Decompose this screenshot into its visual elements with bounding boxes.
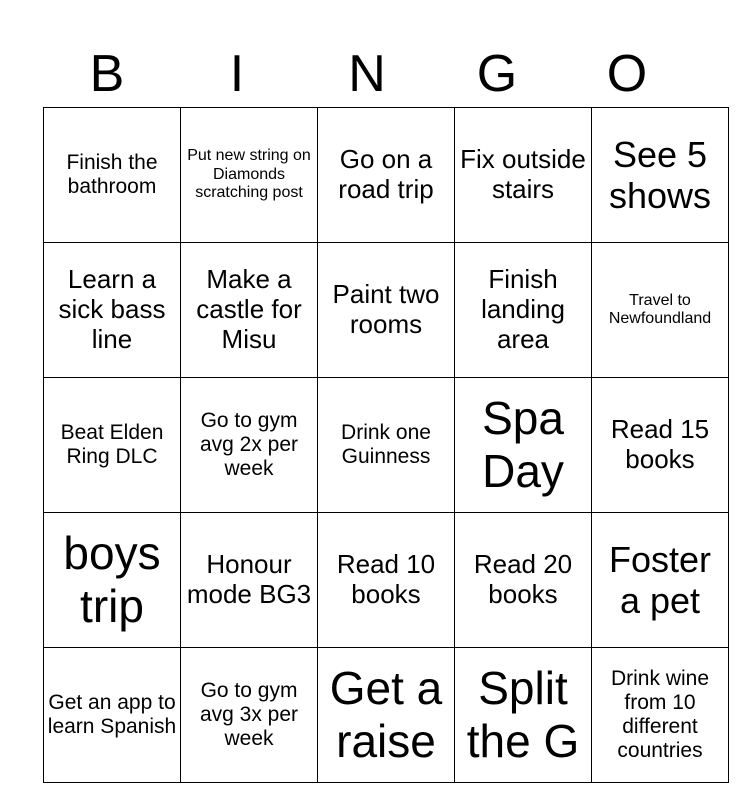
bingo-cell[interactable]: Split the G xyxy=(455,648,592,783)
bingo-cell[interactable]: Finish the bathroom xyxy=(44,108,181,243)
bingo-cell[interactable]: Foster a pet xyxy=(592,513,729,648)
bingo-cell[interactable]: Go to gym avg 3x per week xyxy=(181,648,318,783)
header-letter-o: O xyxy=(606,45,650,103)
bingo-cell[interactable]: See 5 shows xyxy=(592,108,729,243)
bingo-cell[interactable]: Get an app to learn Spanish xyxy=(44,648,181,783)
bingo-cell[interactable]: Read 15 books xyxy=(592,378,729,513)
header-letter-i: I xyxy=(229,45,247,103)
board-row xyxy=(44,108,729,243)
bingo-cell[interactable]: Go to gym avg 2x per week xyxy=(181,378,318,513)
bingo-cell[interactable]: Paint two rooms xyxy=(318,243,455,378)
bingo-board xyxy=(43,107,729,783)
board-row xyxy=(44,648,729,783)
bingo-cell[interactable]: Drink wine from 10 different countries xyxy=(592,648,729,783)
bingo-cell[interactable]: boys trip xyxy=(44,513,181,648)
header-letter-n: N xyxy=(348,45,388,103)
bingo-cell[interactable]: Go on a road trip xyxy=(318,108,455,243)
bingo-cell[interactable]: Drink one Guinness xyxy=(318,378,455,513)
bingo-cell[interactable]: Read 20 books xyxy=(455,513,592,648)
bingo-cell[interactable]: Read 10 books xyxy=(318,513,455,648)
bingo-cell[interactable]: Spa Day xyxy=(455,378,592,513)
bingo-cell[interactable]: Get a raise xyxy=(318,648,455,783)
header-letter-b: B xyxy=(89,45,127,103)
bingo-cell[interactable]: Travel to Newfoundland xyxy=(592,243,729,378)
board-row xyxy=(44,513,729,648)
bingo-cell[interactable]: Fix outside stairs xyxy=(455,108,592,243)
bingo-cell[interactable]: Learn a sick bass line xyxy=(44,243,181,378)
board-row xyxy=(44,243,729,378)
bingo-cell[interactable]: Beat Elden Ring DLC xyxy=(44,378,181,513)
board-row xyxy=(44,378,729,513)
bingo-cell[interactable]: Finish landing area xyxy=(455,243,592,378)
bingo-cell[interactable]: Make a castle for Misu xyxy=(181,243,318,378)
bingo-cell[interactable]: Honour mode BG3 xyxy=(181,513,318,648)
bingo-header xyxy=(43,40,693,108)
bingo-cell[interactable]: Put new string on Diamonds scratching post xyxy=(181,108,318,243)
header-letter-g: G xyxy=(476,45,520,103)
